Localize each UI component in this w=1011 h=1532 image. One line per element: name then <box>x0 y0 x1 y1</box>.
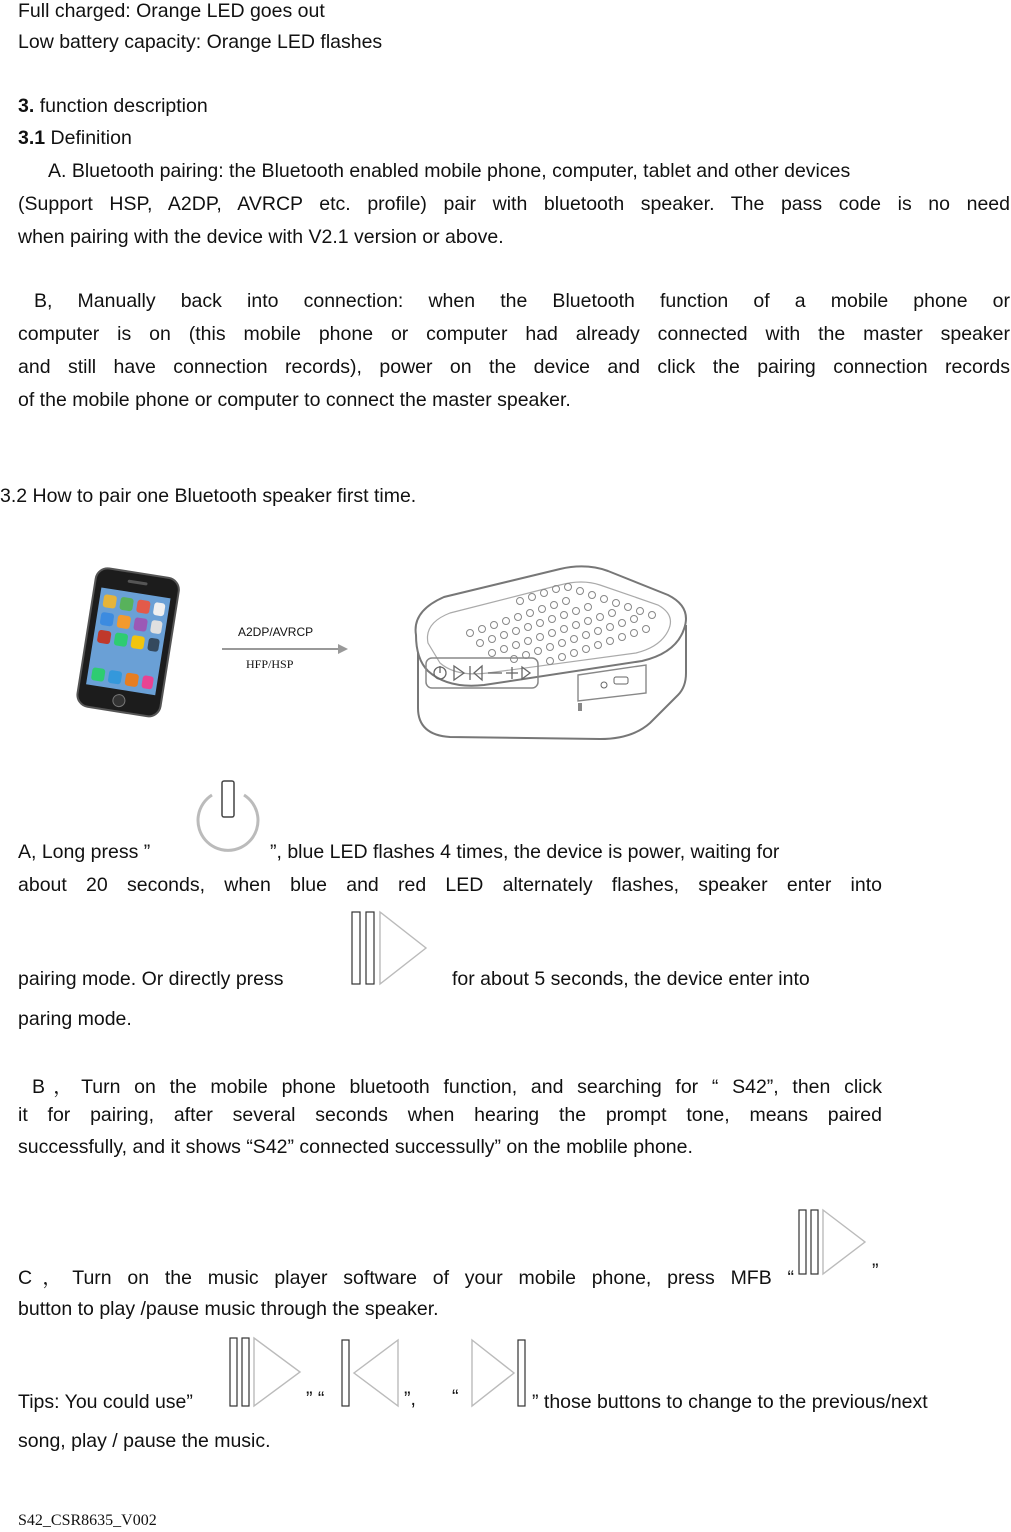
previous-track-icon <box>340 1338 402 1408</box>
section-3-number: 3. <box>18 95 35 117</box>
tips-play-pause-icon <box>228 1336 304 1408</box>
next-track-icon <box>468 1338 530 1408</box>
def-b-line-4: of the mobile phone or computer to connect the master speaker. <box>18 389 571 411</box>
tips-post: ” those buttons to change to the previous/next <box>532 1391 928 1413</box>
def-b-line-3: and still have connection records), power on the device and click the pairing connection records <box>18 356 1010 378</box>
tips-quote-1: ” “ <box>306 1388 325 1410</box>
section-3-1-number: 3.1 <box>18 127 46 149</box>
step-a-line-2: about 20 seconds, when blue and red LED alternately flashes, speaker enter into <box>18 874 882 896</box>
step-b-line-3: successfully, and it shows “S42” connected successully” on the moblile phone. <box>18 1136 693 1158</box>
step-a-pre: A, Long press ” <box>18 841 151 863</box>
step-b-line-1: B，Turn on the mobile phone bluetooth function, and searching for “ S42”, then click <box>32 1076 882 1098</box>
step-b-line-2: it for pairing, after several seconds when hearing the prompt tone, means paired <box>18 1104 882 1126</box>
def-a-line-3: when pairing with the device with V2.1 version or above. <box>18 226 504 248</box>
tips-pre: Tips: You could use” <box>18 1391 193 1413</box>
def-a-line-2: (Support HSP, A2DP, AVRCP etc. profile) pair with bluetooth speaker. The pass code is no need <box>18 193 1010 215</box>
arrow-right-icon <box>220 642 350 656</box>
step-c-line-1-post: ” <box>872 1260 879 1282</box>
tips-quote-2: ”, <box>404 1388 416 1410</box>
section-3-2-heading: 3.2 How to pair one Bluetooth speaker first time. <box>0 485 417 507</box>
step-c-line-1-pre: C，Turn on the music player software of your mobile phone, press MFB “ <box>18 1267 794 1289</box>
tips-line-2: song, play / pause the music. <box>18 1430 271 1452</box>
def-b-line-1: B, Manually back into connection: when the Bluetooth function of a mobile phone or <box>34 290 1010 312</box>
power-button-icon <box>188 779 268 859</box>
def-b-line-2: computer is on (this mobile phone or computer had already connected with the master speaker <box>18 323 1010 345</box>
play-pause-button-icon <box>350 910 430 986</box>
step-c-line-2: button to play /pause music through the speaker. <box>18 1298 439 1320</box>
def-a-line-1: A. Bluetooth pairing: the Bluetooth enabled mobile phone, computer, tablet and other devices <box>48 160 851 182</box>
section-3-title: function description <box>39 95 208 117</box>
arrow-label-top: A2DP/AVRCP <box>238 625 314 639</box>
phone-illustration <box>66 568 186 718</box>
low-battery-text: Low battery capacity: Orange LED flashes <box>18 31 383 53</box>
arrow-label-bottom: HFP/HSP <box>246 657 294 671</box>
full-charged-text: Full charged: Orange LED goes out <box>18 0 325 22</box>
section-3-1-title: Definition <box>50 127 132 149</box>
step-a-post: ”, blue LED flashes 4 times, the device is power, waiting for <box>270 841 780 863</box>
step-a-line-4: paring mode. <box>18 1008 132 1030</box>
mfb-play-pause-icon <box>797 1208 869 1276</box>
section-3-heading <box>18 95 208 118</box>
speaker-illustration <box>410 563 690 741</box>
tips-quote-3: “ <box>452 1386 459 1408</box>
section-3-1-heading <box>18 127 132 150</box>
step-a-line-3-pre: pairing mode. Or directly press <box>18 968 284 990</box>
doc-code-footer: S42_CSR8635_V002 <box>18 1512 157 1529</box>
step-a-line-3-post: for about 5 seconds, the device enter into <box>452 968 810 990</box>
